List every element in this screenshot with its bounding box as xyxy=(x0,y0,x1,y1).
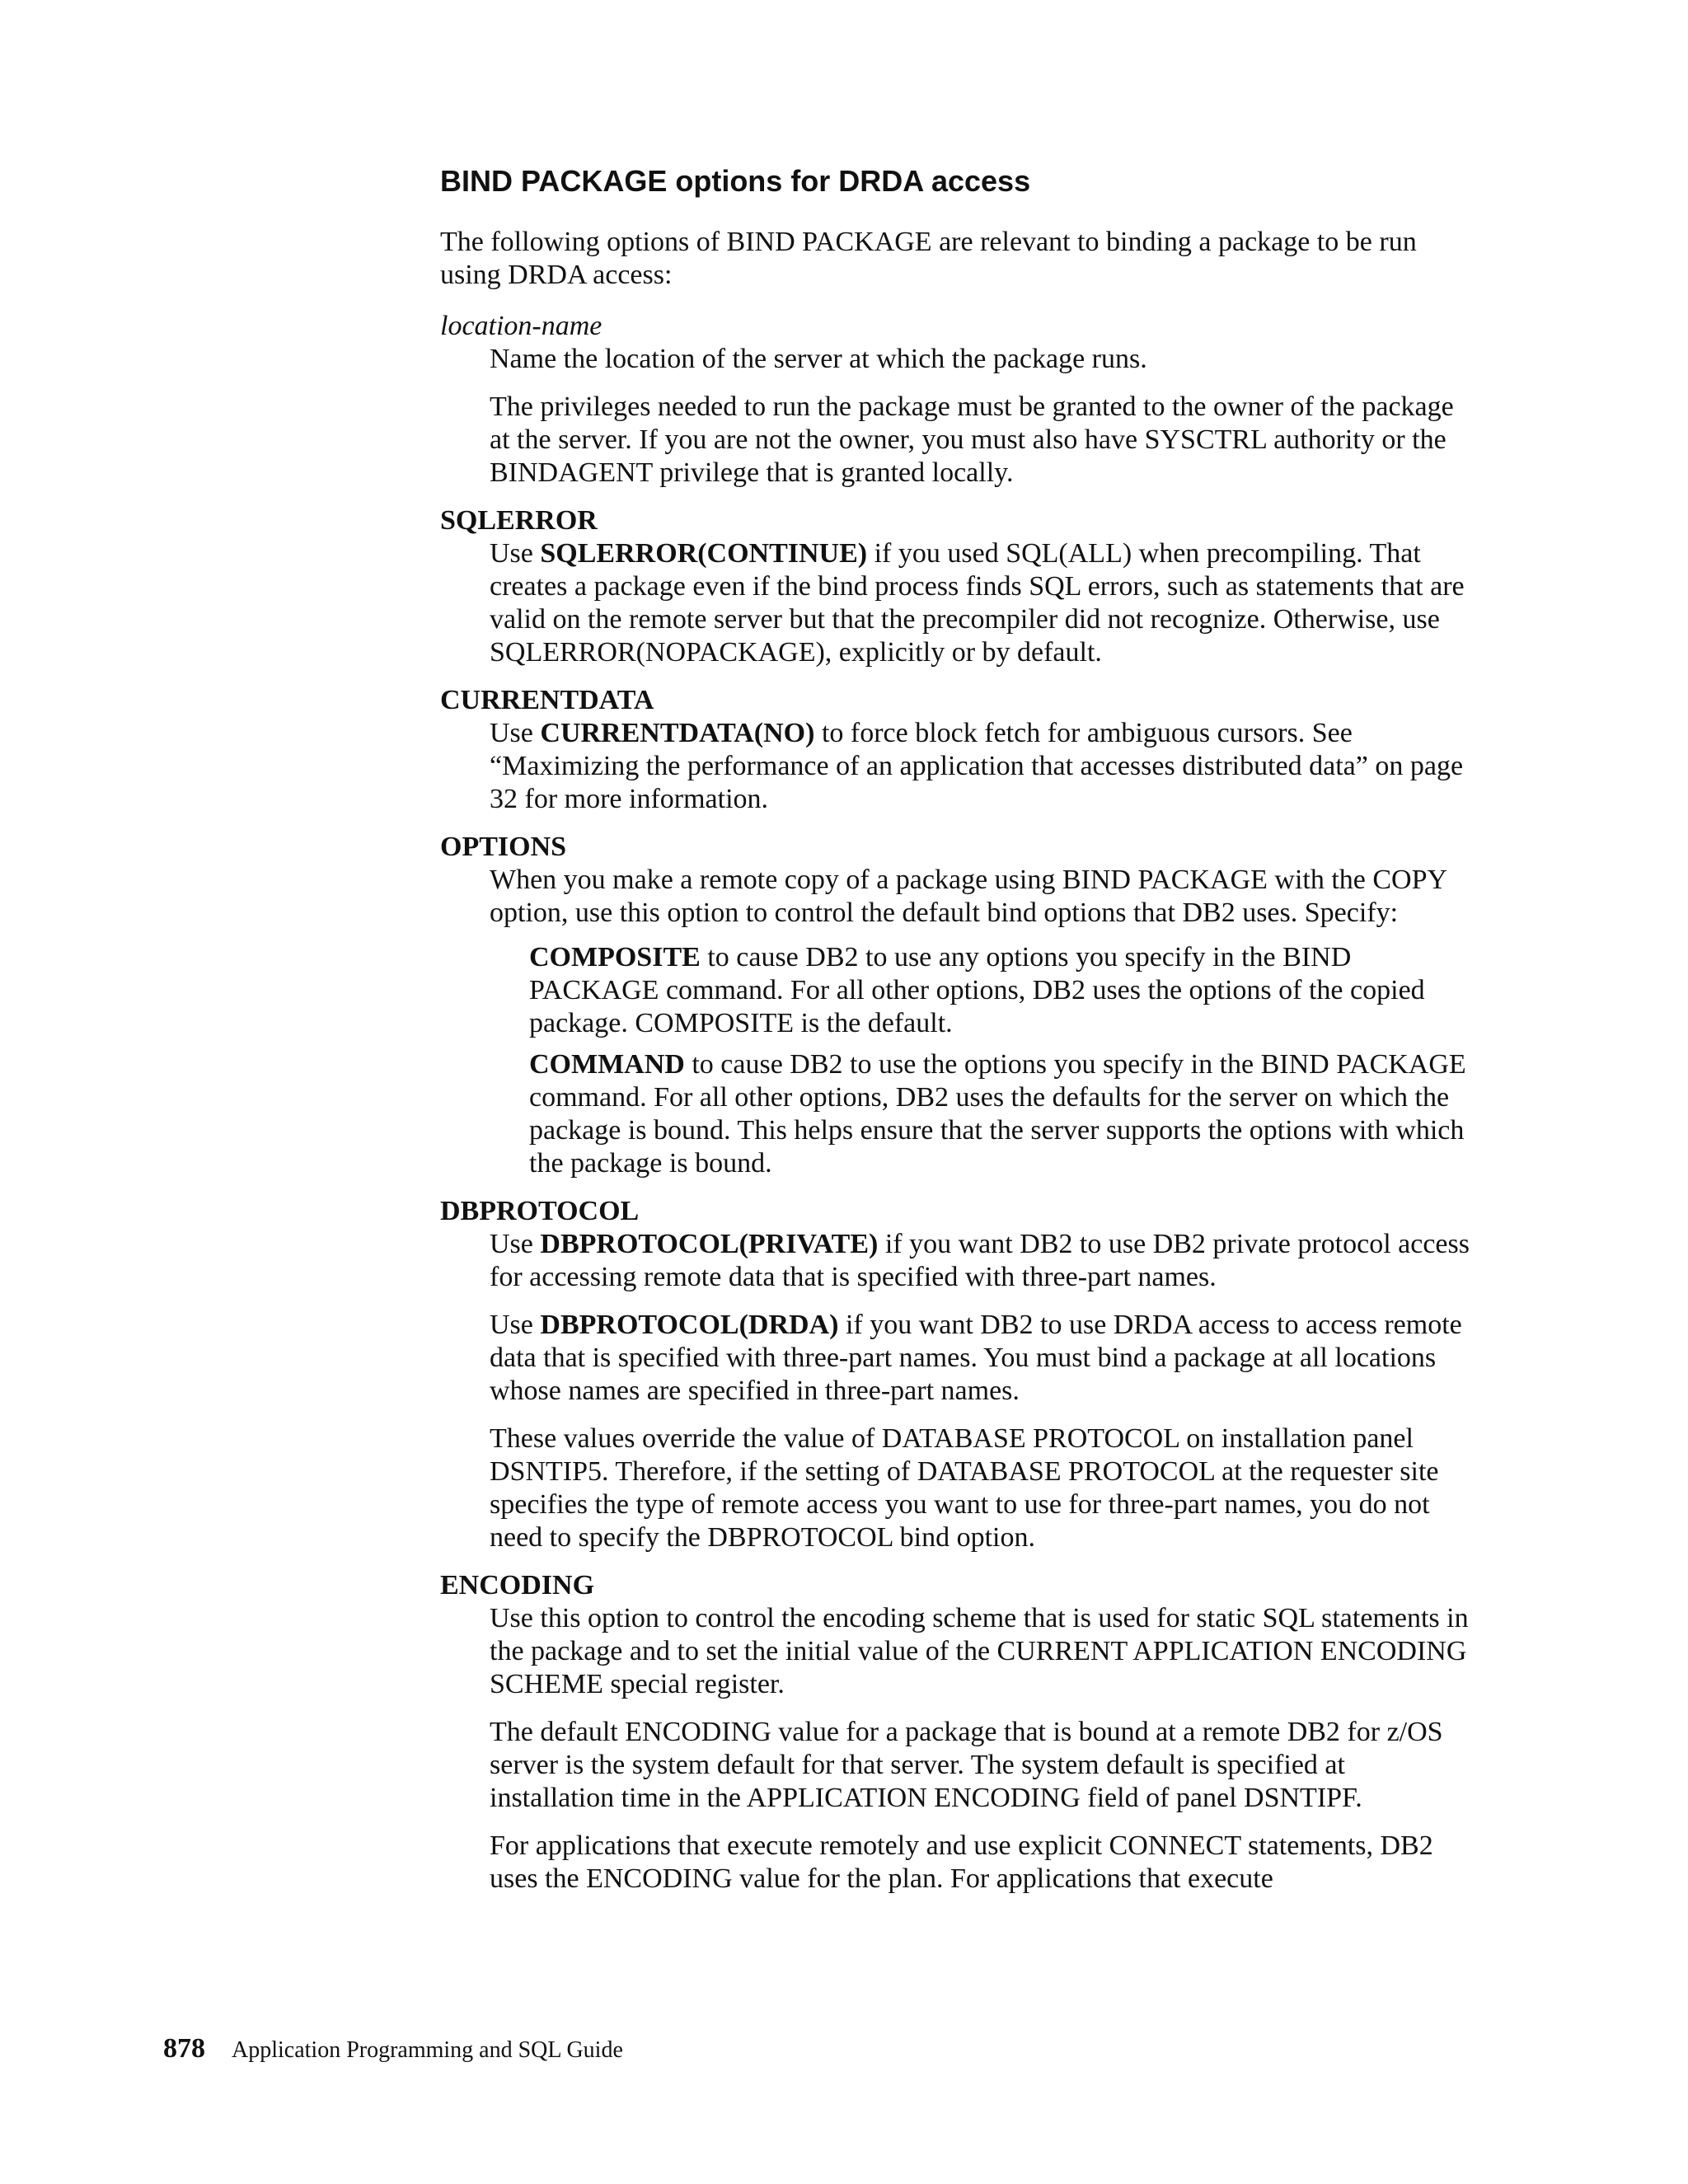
dbprotocol-desc-2-pre: Use xyxy=(490,1310,541,1340)
sqlerror-keyword: SQLERROR(CONTINUE) xyxy=(540,538,868,569)
dbprotocol-desc-2 xyxy=(490,1309,1470,1408)
currentdata-desc-pre: Use xyxy=(490,718,541,748)
dbprotocol-desc-1-post: if you want DB2 to use DB2 private protocol access for accessing remote data that is specified with three-part names. xyxy=(490,1229,1470,1292)
sqlerror-desc-pre: Use xyxy=(490,538,541,569)
section-title: BIND PACKAGE options for DRDA access xyxy=(440,164,1031,198)
command-text: to cause DB2 to use the options you specify in the BIND PACKAGE command. For all other options, DB2 uses the defaults for the server on which the package is bound. This helps ensure that the server supports the options with which the package is bound. xyxy=(529,1049,1466,1179)
term-encoding: ENCODING xyxy=(440,1570,595,1601)
encoding-desc-3: For applications that execute remotely and use explicit CONNECT statements, DB2 uses the ENCODING value for the plan. For applications that execute xyxy=(490,1830,1433,1894)
main-content xyxy=(440,162,1470,1896)
encoding-desc-1: Use this option to control the encoding scheme that is used for static SQL statements in the package and to set the initial value of the CURRENT APPLICATION ENCODING SCHEME special register. xyxy=(490,1603,1469,1699)
currentdata-desc xyxy=(490,717,1470,816)
options-composite xyxy=(529,941,1470,1040)
options-desc: When you make a remote copy of a package using BIND PACKAGE with the COPY option, use this option to control the default bind options that DB2 uses. Specify: xyxy=(490,865,1447,928)
composite-keyword: COMPOSITE xyxy=(529,942,701,972)
term-currentdata: CURRENTDATA xyxy=(440,685,654,715)
term-options: OPTIONS xyxy=(440,832,567,862)
options-command xyxy=(529,1048,1470,1180)
sqlerror-desc xyxy=(490,537,1470,669)
dbprotocol-private-keyword: DBPROTOCOL(PRIVATE) xyxy=(540,1229,879,1259)
term-dbprotocol: DBPROTOCOL xyxy=(440,1196,640,1226)
currentdata-keyword: CURRENTDATA(NO) xyxy=(540,718,815,748)
dbprotocol-desc-1-pre: Use xyxy=(490,1229,541,1259)
currentdata-desc-post: to force block fetch for ambiguous cursors. See “Maximizing the performance of an application that accesses distributed data” on page 32 for more information. xyxy=(490,718,1464,814)
book-title: Application Programming and SQL Guide xyxy=(232,2037,623,2063)
dbprotocol-drda-keyword: DBPROTOCOL(DRDA) xyxy=(540,1310,839,1340)
location-name-desc-1: Name the location of the server at which the package runs. xyxy=(490,344,1147,374)
page-footer xyxy=(163,2032,905,2067)
command-keyword: COMMAND xyxy=(529,1049,685,1080)
term-location-name: location-name xyxy=(440,311,603,341)
composite-text: to cause DB2 to use any options you specify in the BIND PACKAGE command. For all other options, DB2 uses the options of the copied package. COMPOSITE is the default. xyxy=(529,942,1425,1038)
location-name-desc-2: The privileges needed to run the package must be granted to the owner of the package at the server. If you are not the owner, you must also have SYSCTRL authority or the BINDAGENT privilege that is granted locally. xyxy=(490,391,1454,488)
sqlerror-desc-post: if you used SQL(ALL) when precompiling. That creates a package even if the bind process finds SQL errors, such as statements that are valid on the remote server but that the precompiler did not recognize. Otherwise, use SQLERROR(NOPACKAGE), explicitly or by default. xyxy=(490,538,1465,668)
dbprotocol-desc-2-post: if you want DB2 to use DRDA access to access remote data that is specified with three-part names. You must bind a package at all locations whose names are specified in three-part names. xyxy=(490,1310,1462,1406)
intro-paragraph: The following options of BIND PACKAGE are relevant to binding a package to be run using DRDA access: xyxy=(440,227,1417,290)
dbprotocol-desc-1 xyxy=(490,1228,1470,1294)
term-sqlerror: SQLERROR xyxy=(440,505,598,536)
page-number: 878 xyxy=(163,2033,205,2064)
encoding-desc-2: The default ENCODING value for a package that is bound at a remote DB2 for z/OS server is the system default for that server. The system default is specified at installation time in the APPLICATION ENCODING field of panel DSNTIPF. xyxy=(490,1717,1443,1813)
dbprotocol-desc-3: These values override the value of DATABASE PROTOCOL on installation panel DSNTIP5. Therefore, if the setting of DATABASE PROTOCOL at the requester site specifies the type of remote access you want to use for three-part names, you do not need to specify the DBPROTOCOL bind option. xyxy=(490,1423,1439,1553)
